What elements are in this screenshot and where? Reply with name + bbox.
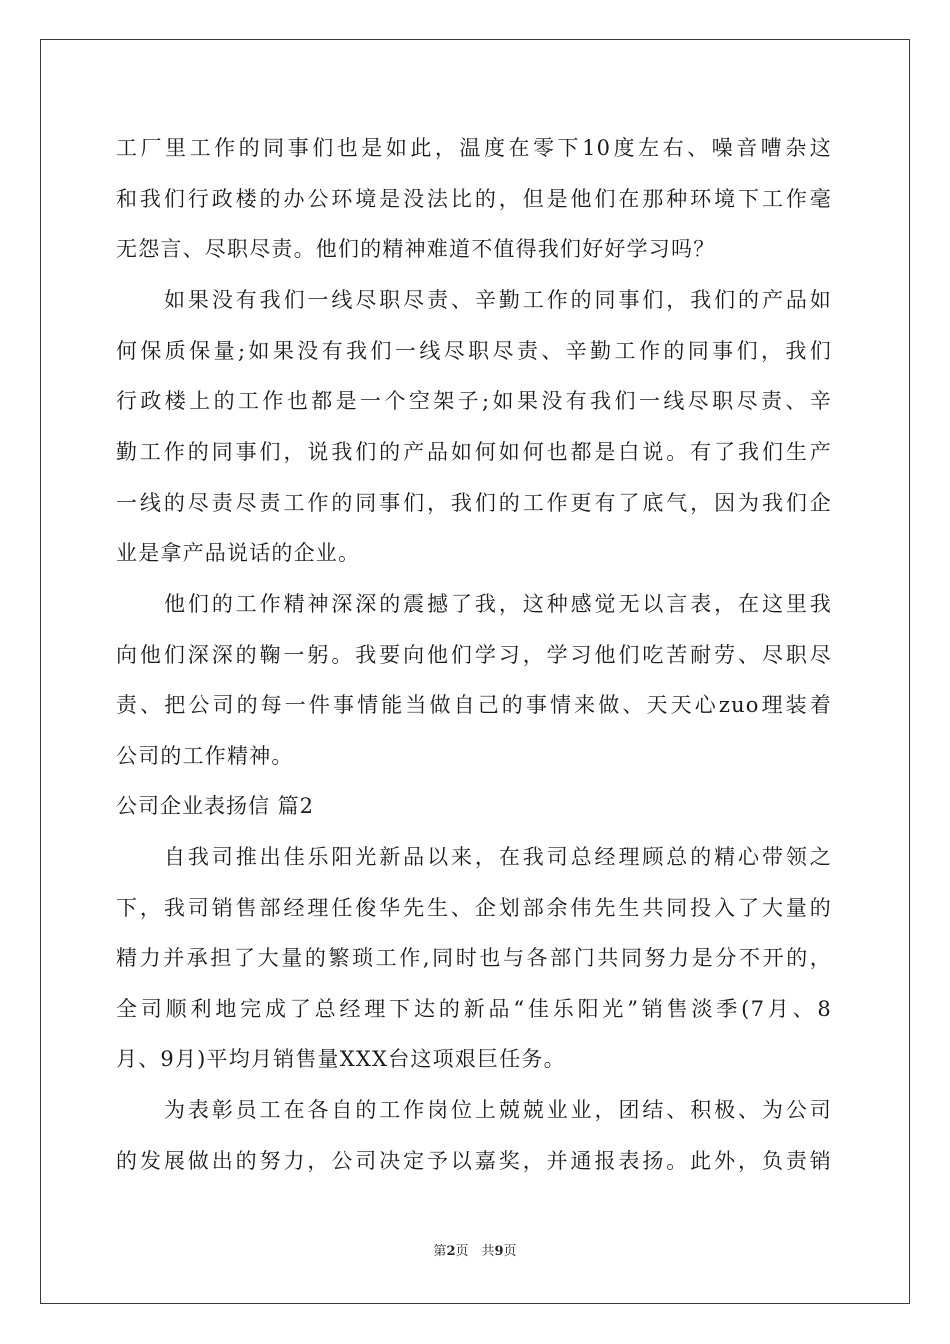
text-line: 公司的工作精神。 (116, 744, 294, 768)
text-line: 全司顺利地完成了总经理下达的新品“佳乐阳光”销售淡季(7月、8 (116, 997, 832, 1021)
text-line: 向他们深深的鞠一躬。我要向他们学习，学习他们吃苦耐劳、尽职尽 (116, 643, 832, 667)
text-line: 如果没有我们一线尽职尽责、辛勤工作的同事们，我们的产品如 (164, 288, 832, 312)
text-line: 无怨言、尽职尽责。他们的精神难道不值得我们好好学习吗？ (116, 237, 716, 261)
text-line: 何保质保量;如果没有我们一线尽职尽责、辛勤工作的同事们，我们 (116, 339, 832, 363)
section-heading: 公司企业表扬信 篇2 (116, 794, 315, 818)
text-line: 精力并承担了大量的繁琐工作,同时也与各部门共同努力是分不开的， (116, 946, 832, 970)
text-line: 他们的工作精神深深的震撼了我，这种感觉无以言表，在这里我 (164, 592, 832, 616)
current-page-number: 2 (446, 1244, 456, 1259)
text-line: 下，我司销售部经理任俊华先生、企划部余伟先生共同投入了大量的 (116, 896, 832, 920)
text-line: 自我司推出佳乐阳光新品以来，在我司总经理顾总的精心带领之 (164, 845, 832, 869)
page-number-footer (0, 1243, 950, 1261)
text-line: 勤工作的同事们，说我们的产品如何如何也都是白说。有了我们生产 (116, 440, 832, 464)
text-line: 工厂里工作的同事们也是如此，温度在零下10度左右、噪音嘈杂这 (116, 136, 832, 160)
text-line: 的发展做出的努力，公司决定予以嘉奖，并通报表扬。此外，负责销 (116, 1149, 832, 1173)
page-prefix: 第 (433, 1244, 447, 1259)
text-line: 为表彰员工在各自的工作岗位上兢兢业业，团结、积极、为公司 (164, 1098, 832, 1122)
text-line: 和我们行政楼的办公环境是没法比的，但是他们在那种环境下工作毫 (116, 187, 832, 211)
text-line: 责、把公司的每一件事情能当做自己的事情来做、天天心zuo理装着 (116, 693, 832, 717)
page-suffix: 页 (503, 1244, 517, 1259)
total-page-number: 9 (494, 1244, 504, 1259)
text-line: 业是拿产品说话的企业。 (116, 541, 361, 565)
text-line: 月、9月)平均月销售量XXX台这项艰巨任务。 (116, 1047, 566, 1071)
text-line: 行政楼上的工作也都是一个空架子;如果没有我们一线尽职尽责、辛 (116, 389, 832, 413)
text-line: 一线的尽责尽责工作的同事们，我们的工作更有了底气，因为我们企 (116, 491, 832, 515)
page-mid: 页 共 (455, 1244, 495, 1259)
